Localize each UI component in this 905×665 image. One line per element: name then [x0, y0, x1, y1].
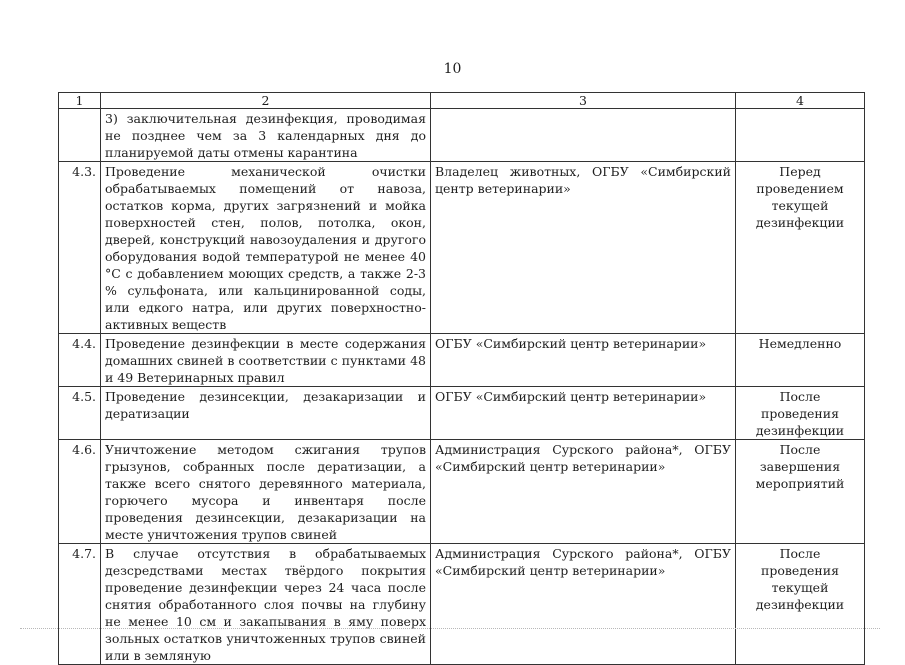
- row-number: 4.3.: [59, 162, 101, 334]
- column-header: 2: [101, 93, 431, 109]
- table-header-row: [59, 93, 865, 109]
- row-deadline: [736, 109, 865, 162]
- row-responsible: Владелец животных, ОГБУ «Симбирский центр ветеринарии»: [431, 162, 736, 334]
- row-responsible: ОГБУ «Симбирский центр ветеринарии»: [431, 387, 736, 440]
- row-number: 4.4.: [59, 334, 101, 387]
- row-deadline: После завершения мероприятий: [736, 440, 865, 544]
- row-number: 4.5.: [59, 387, 101, 440]
- row-action: В случае отсутствия в обрабатываемых дезсредствами местах твёрдого покрытия проведение дезинфекции через 24 часа после снятия обработанного слоя почвы на глубину не менее 10 см и закапывания в яму поверх зольных остатков уничтоженных трупов свиней или в земляную: [101, 544, 431, 665]
- table-row: [59, 109, 865, 162]
- row-responsible: [431, 109, 736, 162]
- column-header: 3: [431, 93, 736, 109]
- row-responsible: Администрация Сурского района*, ОГБУ «Симбирский центр ветеринарии»: [431, 544, 736, 665]
- row-number: 4.6.: [59, 440, 101, 544]
- measures-table: [58, 92, 865, 665]
- row-action: Проведение дезинсекции, дезакаризации и дератизации: [101, 387, 431, 440]
- row-number: 4.7.: [59, 544, 101, 665]
- table-row: [59, 440, 865, 544]
- row-action: Проведение механической очистки обрабатываемых помещений от навоза, остатков корма, других загрязнений и мойка поверхностей стен, полов, потолка, окон, дверей, конструкций навозоудаления и другого оборудования водой температурой не менее 40 °С с добавлением моющих средств, а также 2-3 % сульфоната, или кальцинированной соды, или едкого натра, или других поверхностно-активных веществ: [101, 162, 431, 334]
- row-number: [59, 109, 101, 162]
- table-row: [59, 544, 865, 665]
- row-deadline: Перед проведением текущей дезинфекции: [736, 162, 865, 334]
- table-row: [59, 387, 865, 440]
- row-action: 3) заключительная дезинфекция, проводимая не позднее чем за 3 календарных дня до планируемой даты отмены карантина: [101, 109, 431, 162]
- row-deadline: Немедленно: [736, 334, 865, 387]
- scan-edge-line: [20, 628, 880, 631]
- table-row: [59, 334, 865, 387]
- page-number: 10: [443, 61, 462, 77]
- row-action: Проведение дезинфекции в месте содержания домашних свиней в соответствии с пунктами 48 и 49 Ветеринарных правил: [101, 334, 431, 387]
- row-deadline: После проведения текущей дезинфекции: [736, 544, 865, 665]
- row-action: Уничтожение методом сжигания трупов грызунов, собранных после дератизации, а также всего снятого деревянного материала, горючего мусора и инвентаря после проведения дезинсекции, дезакаризации на месте уничтожения трупов свиней: [101, 440, 431, 544]
- table-row: [59, 162, 865, 334]
- row-responsible: Администрация Сурского района*, ОГБУ «Симбирский центр ветеринарии»: [431, 440, 736, 544]
- column-header: 1: [59, 93, 101, 109]
- row-deadline: После проведения дезинфекции: [736, 387, 865, 440]
- row-responsible: ОГБУ «Симбирский центр ветеринарии»: [431, 334, 736, 387]
- column-header: 4: [736, 93, 865, 109]
